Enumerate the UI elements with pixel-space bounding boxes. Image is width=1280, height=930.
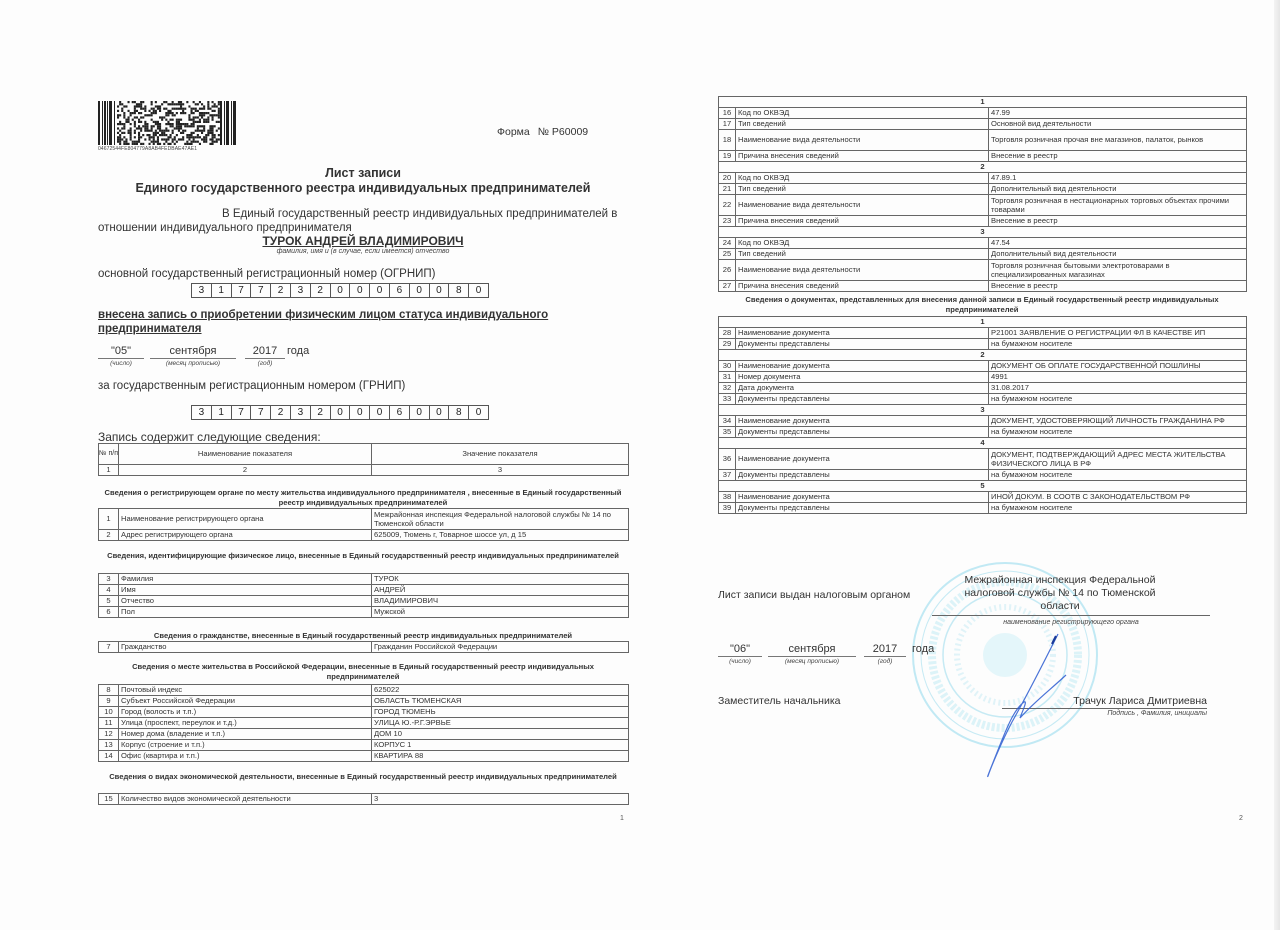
row-value: Внесение в реестр: [989, 151, 1247, 162]
row-value: 47.99: [989, 108, 1247, 119]
row-name: Наименование вида деятельности: [736, 195, 989, 216]
table-row: [99, 729, 629, 740]
row-value: ГОРОД ТЮМЕНЬ: [372, 707, 629, 718]
issue-month-hint: (месяц прописью): [784, 658, 840, 665]
row-number: 23: [719, 216, 736, 227]
table-row: [99, 740, 629, 751]
issued-by-label: Лист записи выдан налоговым органом: [718, 589, 911, 601]
digit-cell: 7: [251, 284, 271, 297]
row-value: Торговля розничная бытовыми электротоварами в специализированных магазинах: [989, 260, 1247, 281]
row-value: на бумажном носителе: [989, 339, 1247, 350]
row-name: Наименование документа: [736, 449, 989, 470]
group-number: 4: [719, 438, 1247, 449]
table-row: [719, 503, 1247, 514]
row-number: 38: [719, 492, 736, 503]
table-row: [719, 394, 1247, 405]
row-number: 5: [99, 596, 119, 607]
row-value: Внесение в реестр: [989, 281, 1247, 292]
issue-month-value: сентября: [768, 643, 856, 657]
row-number: 22: [719, 195, 736, 216]
row-value: Основной вид деятельности: [989, 119, 1247, 130]
row-name: Офис (квартира и т.п.): [119, 751, 372, 762]
issuing-org-underline: [932, 615, 1210, 616]
issuing-org: Межрайонная инспекция Федеральной налоговой службы № 14 по Тюменской области: [964, 574, 1156, 612]
table-registering-authority: [98, 508, 629, 541]
digit-cell: 3: [192, 284, 212, 297]
header-index-row: [99, 465, 629, 476]
row-number: 7: [99, 642, 119, 653]
group-row: [719, 405, 1247, 416]
table-row: [99, 585, 629, 596]
table-row: [719, 184, 1247, 195]
row-name: Тип сведений: [736, 249, 989, 260]
issue-year: [864, 643, 906, 665]
row-value: АНДРЕЙ: [372, 585, 629, 596]
row-number: 25: [719, 249, 736, 260]
row-value: Торговля розничная прочая вне магазинов, палаток, рынков: [989, 130, 1247, 151]
barcode-code: 04672544FE804779A8AB4FEDBAE47AE1: [98, 146, 198, 152]
page-number-2: 2: [1239, 815, 1243, 822]
digit-cell: 2: [311, 406, 331, 419]
record-year: [245, 345, 285, 367]
digit-cell: 0: [350, 284, 370, 297]
row-name: Документы представлены: [736, 394, 989, 405]
table-row: [99, 596, 629, 607]
row-name: Пол: [119, 607, 372, 618]
digit-cell: 7: [232, 406, 252, 419]
group-row: [719, 227, 1247, 238]
digit-cell: 7: [251, 406, 271, 419]
table-row: [719, 216, 1247, 227]
row-value: 625022: [372, 685, 629, 696]
record-year-hint: (год): [257, 360, 273, 367]
form-label: Форма: [497, 126, 530, 138]
row-number: 34: [719, 416, 736, 427]
form-number: [497, 126, 588, 138]
grnip-number: [191, 405, 489, 420]
table-row: [719, 449, 1247, 470]
record-year-value: 2017: [245, 345, 285, 359]
row-number: 3: [99, 574, 119, 585]
row-name: Причина внесения сведений: [736, 151, 989, 162]
row-value: 47.89.1: [989, 173, 1247, 184]
issuing-org-hint: наименование регистрирующего органа: [1003, 619, 1139, 626]
row-value: УЛИЦА Ю.-Р.Г.ЭРВЬЕ: [372, 718, 629, 729]
row-number: 31: [719, 372, 736, 383]
row-name: Тип сведений: [736, 184, 989, 195]
table-row: [719, 492, 1247, 503]
row-value: ДОМ 10: [372, 729, 629, 740]
header-row: [99, 444, 629, 465]
table-row: [99, 574, 629, 585]
row-value: на бумажном носителе: [989, 394, 1247, 405]
entrepreneur-name-value: ТУРОК АНДРЕЙ ВЛАДИМИРОВИЧ: [262, 234, 464, 248]
grnip-label: за государственным регистрационным номером (ГРНИП): [98, 380, 406, 392]
row-number: 33: [719, 394, 736, 405]
row-value: Дополнительный вид деятельности: [989, 184, 1247, 195]
table-row: [719, 372, 1247, 383]
row-number: 26: [719, 260, 736, 281]
table-citizenship: [98, 641, 629, 653]
row-number: 20: [719, 173, 736, 184]
intro-text: В Единый государственный реестр индивидуальных предпринимателей в отношении индивидуального предпринимателя: [98, 208, 618, 234]
row-name: Код по ОКВЭД: [736, 173, 989, 184]
row-number: 6: [99, 607, 119, 618]
row-value: КОРПУС 1: [372, 740, 629, 751]
row-name: Причина внесения сведений: [736, 216, 989, 227]
col-number-index: 1: [99, 465, 119, 476]
row-number: 4: [99, 585, 119, 596]
row-name: Наименование регистрирующего органа: [119, 509, 372, 530]
row-value: Торговля розничная в нестационарных торговых объектах прочими товарами: [989, 195, 1247, 216]
table-residence: [98, 684, 629, 762]
digit-cell: 0: [331, 406, 351, 419]
row-name: Гражданство: [119, 642, 372, 653]
table-row: [99, 751, 629, 762]
page-number-1: 1: [620, 815, 624, 822]
row-name: Отчество: [119, 596, 372, 607]
barcode-image: [98, 101, 236, 145]
issue-year-value: 2017: [864, 643, 906, 657]
row-number: 18: [719, 130, 736, 151]
table-row: [719, 195, 1247, 216]
digit-cell: 1: [212, 406, 232, 419]
row-number: 32: [719, 383, 736, 394]
table-documents: [718, 316, 1247, 514]
entrepreneur-name: [98, 234, 628, 248]
record-day-hint: (число): [110, 360, 132, 367]
table-row: [99, 642, 629, 653]
digit-cell: 0: [475, 285, 482, 296]
section-title-citizenship: Сведения о гражданстве, внесенные в Единый государственный реестр индивидуальных предпринимателей: [153, 631, 573, 640]
table-row: [719, 361, 1247, 372]
table-row: [99, 530, 629, 541]
row-name: Наименование документа: [736, 361, 989, 372]
signer-name: Трачук Лариса Дмитриевна: [1073, 695, 1207, 707]
row-number: 8: [99, 685, 119, 696]
group-row: [719, 350, 1247, 361]
digit-cell: 0: [410, 284, 430, 297]
row-name: Документы представлены: [736, 339, 989, 350]
row-name: Документы представлены: [736, 503, 989, 514]
row-number: 16: [719, 108, 736, 119]
row-value: ОБЛАСТЬ ТЮМЕНСКАЯ: [372, 696, 629, 707]
row-name: Наименование документа: [736, 416, 989, 427]
row-name: Улица (проспект, переулок и т.д.): [119, 718, 372, 729]
row-name: Код по ОКВЭД: [736, 108, 989, 119]
table-activities: [718, 96, 1247, 292]
row-number: 9: [99, 696, 119, 707]
digit-cell: 8: [449, 406, 469, 419]
group-number: 1: [719, 97, 1247, 108]
row-name: Имя: [119, 585, 372, 596]
table-row: [719, 416, 1247, 427]
table-row: [99, 718, 629, 729]
digit-cell: 0: [475, 407, 482, 418]
table-row: [719, 339, 1247, 350]
row-name: Документы представлены: [736, 427, 989, 438]
row-value: 4991: [989, 372, 1247, 383]
row-number: 27: [719, 281, 736, 292]
col-name-index: 2: [119, 465, 372, 476]
entrepreneur-name-hint: фамилия, имя и (в случае, если имеется) отчество: [276, 248, 450, 255]
row-value: Дополнительный вид деятельности: [989, 249, 1247, 260]
issue-day: [718, 643, 762, 665]
row-name: Адрес регистрирующего органа: [119, 530, 372, 541]
row-number: 11: [99, 718, 119, 729]
group-number: 1: [719, 317, 1247, 328]
row-number: 24: [719, 238, 736, 249]
row-value: 47.54: [989, 238, 1247, 249]
row-value: на бумажном носителе: [989, 427, 1247, 438]
row-value: на бумажном носителе: [989, 503, 1247, 514]
row-value: Р21001 ЗАЯВЛЕНИЕ О РЕГИСТРАЦИИ ФЛ В КАЧЕСТВЕ ИП: [989, 328, 1247, 339]
digit-cell: 6: [390, 406, 410, 419]
row-value: 3: [372, 794, 629, 805]
table-row: [719, 151, 1247, 162]
row-number: 28: [719, 328, 736, 339]
digit-cell: 1: [212, 284, 232, 297]
row-name: Город (волость и т.п.): [119, 707, 372, 718]
row-number: 39: [719, 503, 736, 514]
issue-year-suffix: года: [912, 643, 935, 655]
digit-cell: 0: [430, 284, 450, 297]
row-name: Номер документа: [736, 372, 989, 383]
row-name: Дата документа: [736, 383, 989, 394]
digit-cell: 2: [311, 284, 331, 297]
row-value: ДОКУМЕНТ ОБ ОПЛАТЕ ГОСУДАРСТВЕННОЙ ПОШЛИНЫ: [989, 361, 1247, 372]
table-row: [719, 108, 1247, 119]
section-title-registering-authority: Сведения о регистрирующем органе по месту жительства индивидуального предпринимателя , внесенные в Единый государственный реестр индивидуальных предпринимателей: [104, 488, 622, 507]
issue-year-hint: (год): [877, 658, 893, 665]
col-name-header: Наименование показателя: [119, 444, 372, 465]
table-row: [99, 509, 629, 530]
row-number: 15: [99, 794, 119, 805]
group-number: 5: [719, 481, 1247, 492]
digit-cell: 0: [370, 284, 390, 297]
group-number: 2: [719, 350, 1247, 361]
section-title-economic-activity: Сведения о видах экономической деятельности, внесенные в Единый государственный реестр индивидуальных предпринимателей: [109, 772, 617, 781]
header-table: [98, 443, 629, 476]
digit-cell: 2: [271, 284, 291, 297]
group-row: [719, 438, 1247, 449]
row-value: 31.08.2017: [989, 383, 1247, 394]
digit-cell: 0: [430, 406, 450, 419]
issue-month: [768, 643, 856, 665]
row-value: ИНОЙ ДОКУМ. В СООТВ С ЗАКОНОДАТЕЛЬСТВОМ РФ: [989, 492, 1247, 503]
table-identification: [98, 573, 629, 618]
digit-cell: 3: [291, 284, 311, 297]
table-row: [719, 130, 1247, 151]
table-row: [719, 328, 1247, 339]
digit-cell: 6: [390, 284, 410, 297]
col-value-header: Значение показателя: [372, 444, 629, 465]
group-number: 2: [719, 162, 1247, 173]
table-row: [719, 383, 1247, 394]
row-name: Тип сведений: [736, 119, 989, 130]
row-value: КВАРТИРА 88: [372, 751, 629, 762]
contains-label: Запись содержит следующие сведения:: [98, 430, 321, 444]
group-row: [719, 162, 1247, 173]
row-name: Номер дома (владение и т.п.): [119, 729, 372, 740]
ogrnip-number: [191, 283, 489, 298]
row-name: Почтовый индекс: [119, 685, 372, 696]
row-number: 37: [719, 470, 736, 481]
table-row: [719, 119, 1247, 130]
record-day: [98, 345, 144, 367]
issue-day-value: "06": [718, 643, 762, 657]
issue-day-hint: (число): [729, 658, 751, 665]
digit-cell: 8: [449, 284, 469, 297]
digit-cell: 3: [291, 406, 311, 419]
table-row: [719, 281, 1247, 292]
table-row: [719, 470, 1247, 481]
row-name: Код по ОКВЭД: [736, 238, 989, 249]
table-row: [99, 696, 629, 707]
ogrnip-label: основной государственный регистрационный номер (ОГРНИП): [98, 268, 436, 280]
row-number: 13: [99, 740, 119, 751]
page-edge: [1274, 0, 1280, 930]
table-row: [99, 685, 629, 696]
group-row: [719, 317, 1247, 328]
col-number-header: № п/п: [99, 444, 119, 465]
record-month-value: сентября: [150, 345, 236, 359]
title-line-2: Единого государственного реестра индивидуальных предпринимателей: [135, 181, 591, 195]
row-value: ДОКУМЕНТ, УДОСТОВЕРЯЮЩИЙ ЛИЧНОСТЬ ГРАЖДАНИНА РФ: [989, 416, 1247, 427]
record-year-suffix: года: [287, 345, 310, 357]
row-number: 30: [719, 361, 736, 372]
title-line-1: Лист записи: [325, 166, 401, 180]
digit-cell: 3: [192, 406, 212, 419]
row-number: 12: [99, 729, 119, 740]
table-row: [719, 173, 1247, 184]
row-number: 21: [719, 184, 736, 195]
row-value: Внесение в реестр: [989, 216, 1247, 227]
record-description: внесена запись о приобретении физическим лицом статуса индивидуального предпринимателя: [98, 309, 549, 335]
table-row: [99, 794, 629, 805]
row-name: Причина внесения сведений: [736, 281, 989, 292]
row-number: 19: [719, 151, 736, 162]
row-value: ТУРОК: [372, 574, 629, 585]
row-value: на бумажном носителе: [989, 470, 1247, 481]
row-value: Мужской: [372, 607, 629, 618]
row-value: Межрайонная инспекция Федеральной налоговой службы № 14 по Тюменской области: [372, 509, 629, 530]
signer-position: Заместитель начальника: [718, 695, 841, 707]
table-row: [719, 260, 1247, 281]
row-value: ВЛАДИМИРОВИЧ: [372, 596, 629, 607]
table-row: [719, 427, 1247, 438]
col-value-index: 3: [372, 465, 629, 476]
record-day-value: "05": [98, 345, 144, 359]
row-name: Документы представлены: [736, 470, 989, 481]
table-row: [719, 249, 1247, 260]
digit-cell: 2: [271, 406, 291, 419]
table-economic-activity: [98, 793, 629, 805]
digit-cell: 0: [370, 406, 390, 419]
section-title-identification: Сведения, идентифицирующие физическое лицо, внесенные в Единый государственный реестр индивидуальных предпринимателей: [107, 551, 619, 560]
section-title-documents: Сведения о документах, представленных для внесения данной записи в Единый государственный реестр индивидуальных предпринимателей: [745, 295, 1219, 314]
group-row: [719, 481, 1247, 492]
row-name: Фамилия: [119, 574, 372, 585]
row-number: 35: [719, 427, 736, 438]
row-number: 14: [99, 751, 119, 762]
form-number-value: № Р60009: [537, 126, 589, 138]
digit-cell: 0: [331, 284, 351, 297]
row-value: Гражданин Российской Федерации: [372, 642, 629, 653]
row-name: Количество видов экономической деятельности: [119, 794, 372, 805]
group-row: [719, 97, 1247, 108]
digit-cell: 7: [232, 284, 252, 297]
row-name: Наименование вида деятельности: [736, 130, 989, 151]
table-row: [99, 607, 629, 618]
row-name: Наименование вида деятельности: [736, 260, 989, 281]
record-month-hint: (месяц прописью): [165, 360, 221, 367]
signer-hint: Подпись , Фамилия, инициалы: [1107, 710, 1207, 717]
digit-cell: 0: [410, 406, 430, 419]
record-month: [150, 345, 236, 367]
group-number: 3: [719, 405, 1247, 416]
digit-cell: 0: [350, 406, 370, 419]
signature-image: [950, 630, 1080, 780]
row-number: 36: [719, 449, 736, 470]
row-name: Корпус (строение и т.п.): [119, 740, 372, 751]
row-number: 29: [719, 339, 736, 350]
row-number: 17: [719, 119, 736, 130]
page-2: [650, 0, 1280, 930]
table-row: [99, 707, 629, 718]
row-number: 10: [99, 707, 119, 718]
row-number: 1: [99, 509, 119, 530]
row-name: Наименование документа: [736, 328, 989, 339]
row-value: 625009, Тюмень г, Товарное шоссе ул, д 15: [372, 530, 629, 541]
row-number: 2: [99, 530, 119, 541]
row-name: Субъект Российской Федерации: [119, 696, 372, 707]
row-name: Наименование документа: [736, 492, 989, 503]
group-number: 3: [719, 227, 1247, 238]
section-title-residence: Сведения о месте жительства в Российской Федерации, внесенные в Единый государственный реестр индивидуальных предпринимателей: [132, 662, 594, 681]
row-value: ДОКУМЕНТ, ПОДТВЕРЖДАЮЩИЙ АДРЕС МЕСТА ЖИТЕЛЬСТВА ФИЗИЧЕСКОГО ЛИЦА В РФ: [989, 449, 1247, 470]
table-row: [719, 238, 1247, 249]
